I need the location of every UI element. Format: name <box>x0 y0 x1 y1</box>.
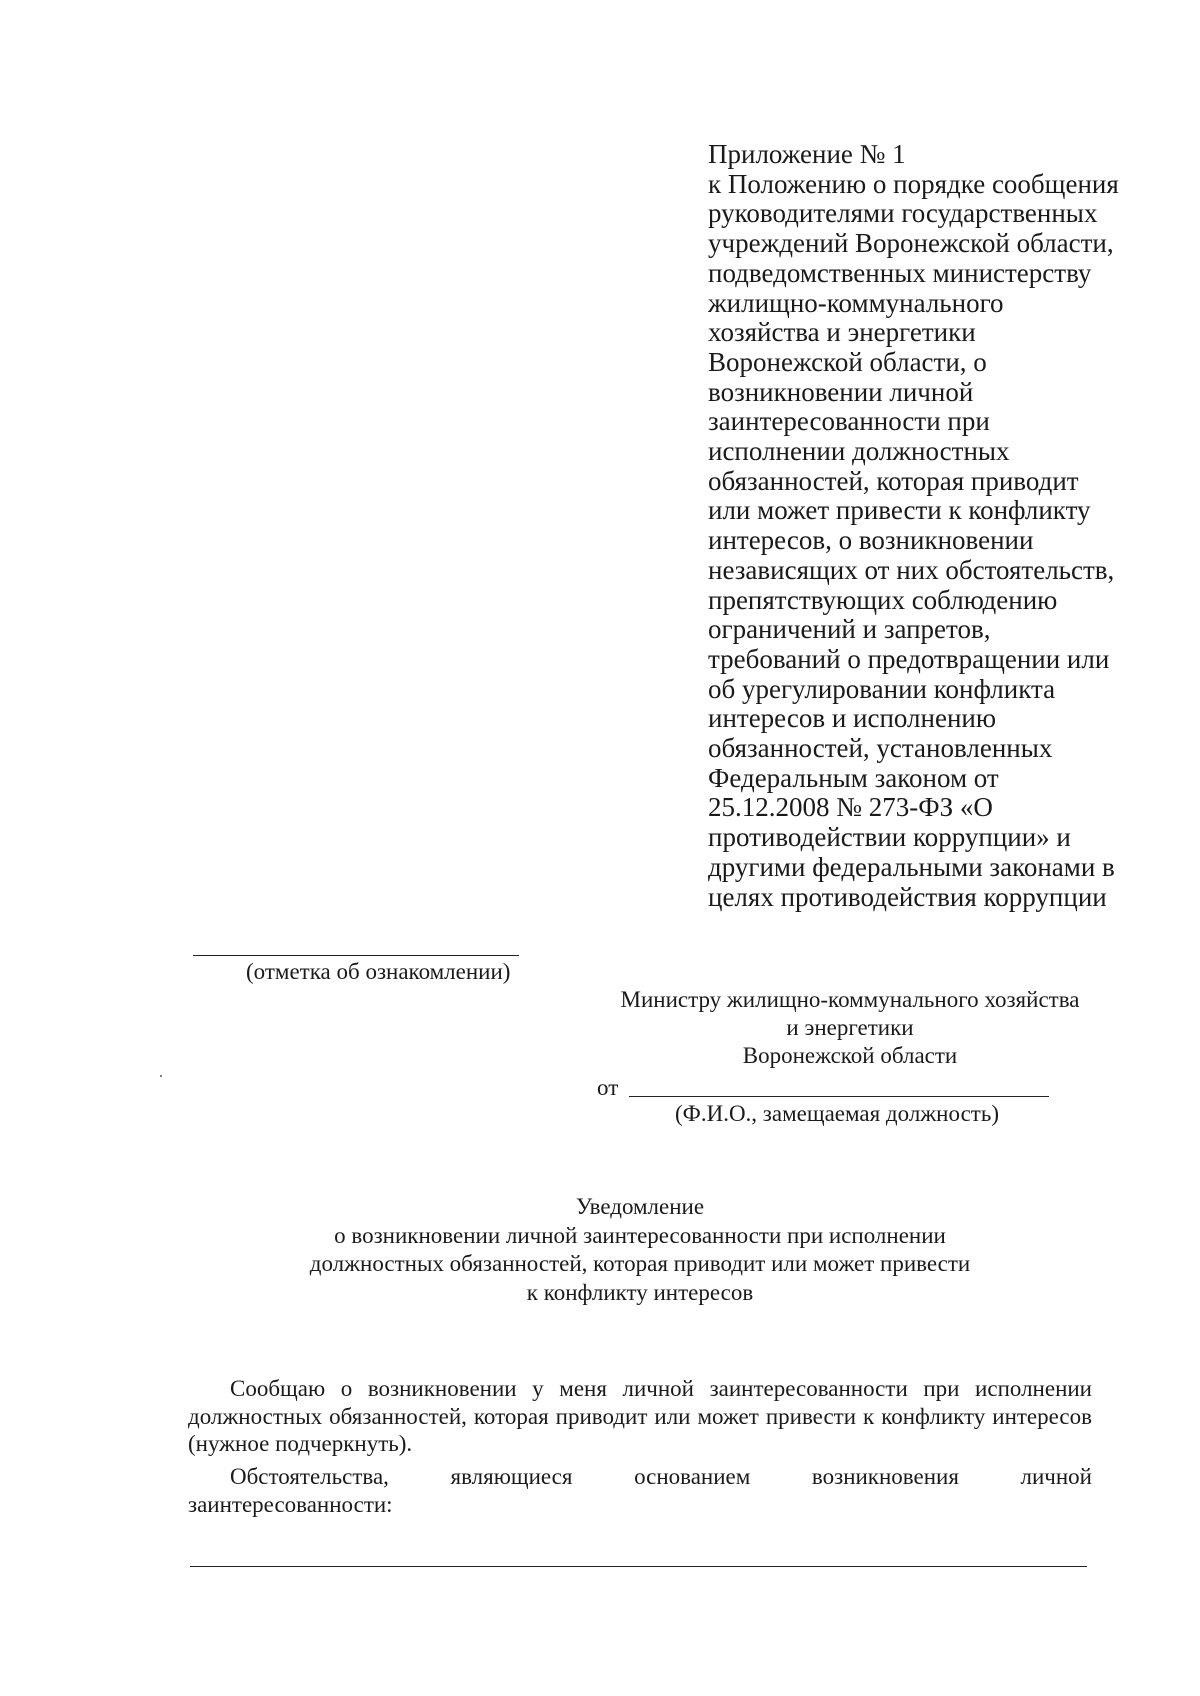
appendix-line: требований о предотвращении или <box>708 643 1110 674</box>
addressee-line: Министру жилищно-коммунального хозяйства <box>620 987 1080 1012</box>
paragraph-text-first-line <box>188 1463 1092 1491</box>
appendix-line: другими федеральными законами в <box>708 851 1115 882</box>
appendix-header <box>708 140 1148 912</box>
appendix-line: интересов и исполнению <box>708 703 997 734</box>
appendix-line: целях противодействия коррупции <box>708 881 1107 912</box>
appendix-line: препятствующих соблюдению <box>708 584 1058 615</box>
from-label: от <box>597 1075 619 1100</box>
notice-title-block <box>250 1193 1030 1307</box>
appendix-line: хозяйства и энергетики <box>708 317 976 348</box>
appendix-line: 25.12.2008 № 273-ФЗ «О <box>708 792 993 823</box>
appendix-line: заинтересованности при <box>708 406 990 437</box>
notice-subtitle-line: к конфликту интересов <box>526 1279 754 1305</box>
notice-subtitle-line: должностных обязанностей, которая приводит или может привести <box>309 1251 971 1276</box>
notice-title: Уведомление <box>575 1194 705 1219</box>
paragraph-text-second-line: заинтересованности: <box>188 1491 393 1517</box>
appendix-line: обязанностей, установленных <box>708 733 1053 764</box>
addressee-line: Воронежской области <box>742 1043 958 1068</box>
appendix-line: учреждений Воронежской области, <box>708 228 1114 259</box>
appendix-line: об урегулировании конфликта <box>708 673 1056 704</box>
addressee-line: и энергетики <box>786 1015 914 1040</box>
appendix-line: Воронежской области, о <box>708 346 987 377</box>
appendix-line: противодействии коррупции» и <box>708 822 1071 853</box>
appendix-line: возникновении личной <box>708 376 974 407</box>
appendix-line: подведомственных министерству <box>708 257 1092 288</box>
appendix-line: исполнении должностных <box>708 436 1010 467</box>
body-paragraph-1 <box>188 1375 1092 1458</box>
appendix-line: независящих от них обстоятельств, <box>708 554 1115 585</box>
body-paragraph-2 <box>188 1463 1092 1518</box>
addressee-block <box>590 986 1110 1070</box>
appendix-line: Федеральным законом от <box>708 762 999 793</box>
paragraph-text: Сообщаю о возникновении у меня личной заинтересованности при исполнении должностных обязанностей, которая приводит или может привести к конфликту интересов (нужное подчеркнуть). <box>188 1376 1092 1456</box>
appendix-line: жилищно-коммунального <box>708 287 1004 318</box>
sender-name-field-line <box>629 1096 1049 1097</box>
sender-caption: (Ф.И.О., замещаемая должность) <box>675 1101 999 1126</box>
appendix-line: обязанностей, которая приводит <box>708 465 1079 496</box>
acknowledgement-signature-line <box>193 955 519 956</box>
appendix-line: Приложение № 1 <box>708 139 906 169</box>
scan-speck <box>160 1075 162 1077</box>
paragraph-text: Обстоятельства, являющиеся основанием возникновения личной <box>230 1464 1092 1489</box>
acknowledgement-caption: (отметка об ознакомлении) <box>246 959 511 984</box>
appendix-line: руководителями государственных <box>708 198 1098 229</box>
appendix-line: или может привести к конфликту <box>708 495 1091 526</box>
circumstances-field-line <box>190 1566 1087 1567</box>
appendix-line: к Положению о порядке сообщения <box>708 168 1119 199</box>
appendix-line: интересов, о возникновении <box>708 525 1034 556</box>
appendix-line: ограничений и запретов, <box>708 614 991 645</box>
notice-subtitle-line: о возникновении личной заинтересованности при исполнении <box>334 1222 946 1248</box>
